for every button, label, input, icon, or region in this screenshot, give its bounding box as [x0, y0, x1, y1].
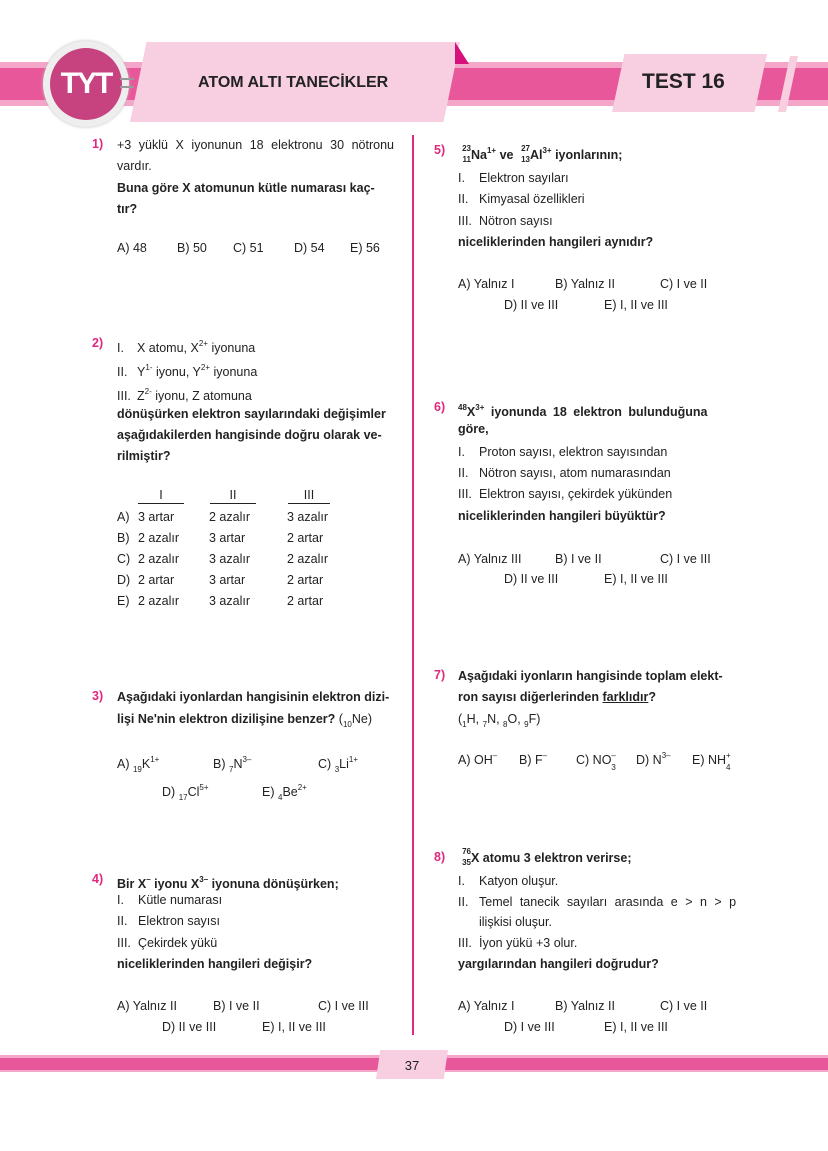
element: N,	[487, 712, 504, 726]
option-b[interactable]	[519, 752, 552, 768]
charge: –	[146, 875, 151, 884]
option-d[interactable]: D) II ve III	[504, 572, 559, 586]
charge: –	[611, 751, 616, 760]
question-prompt: Buna göre X atomunun kütle numarası kaç-	[117, 181, 375, 195]
statement-3	[458, 213, 553, 229]
option-d[interactable]: D) I ve III	[504, 1020, 555, 1034]
atomic-number: 35	[462, 858, 471, 867]
statement-text: ilişkisi oluşur.	[479, 915, 552, 929]
text: (	[458, 712, 463, 726]
atomic-number: 4	[277, 793, 283, 802]
text: iyonlarının;	[551, 148, 623, 162]
mass-number: 48	[458, 403, 467, 412]
cell: 3 artar	[209, 573, 246, 587]
statement-1	[458, 873, 558, 889]
statement-text: Temel tanecik sayıları arasında e > n > p	[479, 895, 737, 909]
question-prompt: tır?	[117, 202, 138, 216]
roman-numeral: III.	[117, 936, 131, 950]
option-d[interactable]	[162, 780, 209, 806]
option-e[interactable]	[262, 780, 307, 806]
text: X atomu 3 elektron verirse;	[471, 851, 632, 865]
statement-3	[117, 935, 217, 951]
question-number: 6)	[434, 400, 446, 414]
question-prompt	[458, 143, 622, 163]
option-label: A)	[117, 510, 130, 524]
column-header: I	[138, 487, 184, 504]
statement-text: Çekirdek yükü	[138, 936, 218, 950]
charge: 2-	[144, 387, 152, 396]
statement-2	[458, 465, 671, 481]
statement-2	[458, 894, 738, 910]
atomic-number: 3	[334, 765, 340, 774]
element: Al	[529, 148, 543, 162]
statement-1	[458, 170, 569, 186]
emphasis: farklıdır	[602, 690, 649, 704]
column-divider	[412, 135, 414, 1035]
question-number: 3)	[92, 689, 104, 703]
statement-1	[117, 892, 222, 908]
isotope-notation	[458, 847, 471, 867]
option-a[interactable]	[117, 752, 159, 778]
element: X	[466, 405, 476, 419]
cell: 3 azalır	[287, 510, 328, 524]
cell: 2 artar	[287, 594, 324, 608]
subscript: 3	[611, 763, 616, 772]
statement-text: Nötron sayısı	[479, 214, 553, 228]
charge: 3–	[661, 751, 671, 760]
charge: 2+	[297, 783, 307, 792]
option-c[interactable]: C) I ve II	[660, 999, 708, 1013]
text: ron sayısı diğerlerinden	[458, 690, 603, 704]
text: X atomu, X	[137, 341, 199, 355]
element: F)	[528, 712, 541, 726]
statement-text: Katyon oluşur.	[479, 874, 559, 888]
text: iyonu, Z atomuna	[151, 389, 252, 403]
charge: 1+	[348, 755, 358, 764]
isotope-notation	[517, 144, 530, 164]
option-label: E)	[262, 785, 275, 799]
roman: III.	[117, 389, 131, 403]
option-label: C)	[318, 757, 332, 771]
option-a[interactable]: A) Yalnız II	[117, 999, 177, 1013]
option-c[interactable]: C) I ve III	[660, 552, 711, 566]
charge-group	[662, 752, 671, 766]
cell: 2 artar	[287, 573, 324, 587]
roman: I.	[117, 341, 124, 355]
statement-text: Elektron sayıları	[479, 171, 569, 185]
option-label: D)	[162, 785, 176, 799]
mass-number: 27	[521, 144, 530, 153]
question-number: 7)	[434, 668, 446, 682]
option-d[interactable]: D) II ve III	[504, 298, 559, 312]
question-prompt: yargılarından hangileri doğrudur?	[458, 957, 659, 971]
question-prompt: göre,	[458, 422, 489, 436]
option-b[interactable]: B) 50	[177, 241, 207, 255]
question-prompt	[117, 711, 372, 733]
cell: 2 azalır	[209, 510, 250, 524]
cell: 2 azalır	[138, 552, 179, 566]
statement-4	[458, 935, 577, 951]
option-b[interactable]: B) Yalnız II	[555, 277, 615, 291]
option-c[interactable]	[576, 751, 620, 772]
option-a[interactable]: A) Yalnız I	[458, 999, 515, 1013]
option-label: A)	[117, 757, 130, 771]
atomic-number: 13	[521, 155, 530, 164]
roman-numeral: III.	[458, 487, 472, 501]
statement-text: Nötron sayısı, atom numarasından	[479, 466, 671, 480]
statement-text: Elektron sayısı, çekirdek yükünden	[479, 487, 673, 501]
atomic-number: 17	[178, 793, 188, 802]
text: ?	[648, 690, 656, 704]
question-number: 8)	[434, 850, 446, 864]
element: Be	[282, 785, 298, 799]
charge: 3–	[199, 875, 209, 884]
statement-3	[458, 914, 552, 930]
option-e[interactable]: E) 56	[350, 241, 380, 255]
option-a[interactable]: A) Yalnız III	[458, 552, 522, 566]
atomic-number: 10	[342, 720, 352, 729]
tyt-badge: TYT	[50, 48, 122, 120]
statement-text: Proton sayısı, elektron sayısından	[479, 445, 668, 459]
roman-numeral: II.	[458, 192, 469, 206]
atomic-number: 7	[482, 720, 488, 729]
question-prompt	[458, 689, 656, 705]
option-e[interactable]: E) I, II ve III	[604, 298, 668, 312]
charge-group	[726, 751, 735, 772]
atomic-number: 19	[132, 765, 142, 774]
option-e[interactable]	[692, 751, 735, 772]
cell: 3 azalır	[209, 594, 250, 608]
prompt-text: lişi Ne'nin elektron dizilişine benzer?	[117, 712, 336, 726]
option-b[interactable]	[213, 752, 251, 778]
charge: –	[542, 751, 548, 760]
option-e[interactable]: E) I, II ve III	[604, 572, 668, 586]
cell: 2 azalır	[138, 531, 179, 545]
charge-group	[493, 752, 502, 766]
question-prompt: niceliklerinden hangileri büyüktür?	[458, 509, 666, 523]
statement-text: İyon yükü +3 olur.	[479, 936, 578, 950]
element: Li	[339, 757, 349, 771]
subscript: 4	[726, 763, 731, 772]
cell: 3 azalır	[209, 552, 250, 566]
question-prompt: rilmiştir?	[117, 449, 171, 463]
text: iyonu X	[150, 877, 200, 891]
cell: 2 azalır	[287, 552, 328, 566]
charge: 3–	[242, 755, 252, 764]
roman-numeral: II.	[117, 914, 128, 928]
cell: 2 artar	[287, 531, 324, 545]
question-text: vardır.	[117, 159, 152, 173]
roman-numeral: I.	[458, 445, 465, 459]
statement-2	[458, 191, 585, 207]
cell: 2 azalır	[138, 594, 179, 608]
page-title: ATOM ALTI TANECİKLER	[198, 74, 389, 91]
charge: 3+	[542, 146, 552, 155]
atomic-number: 9	[524, 720, 529, 729]
atomic-numbers	[458, 711, 540, 733]
option-label: C)	[117, 552, 131, 566]
element: Cl	[187, 785, 200, 799]
roman-numeral: I.	[458, 874, 465, 888]
element: Na	[471, 148, 487, 162]
option-formula: B) F	[519, 753, 543, 767]
roman-numeral: II.	[458, 895, 469, 909]
question-number: 1)	[92, 137, 104, 151]
atomic-number: 7	[228, 765, 234, 774]
option-label: B)	[117, 531, 130, 545]
statement-text: Kimyasal özellikleri	[479, 192, 585, 206]
charge: 1-	[145, 363, 153, 372]
roman-numeral: I.	[458, 171, 465, 185]
text: iyonuna dönüşürken;	[208, 877, 339, 891]
text: (	[335, 712, 343, 726]
question-prompt: Aşağıdaki iyonların hangisinde toplam elekt-	[458, 669, 723, 683]
option-label: D)	[117, 573, 131, 587]
charge: +	[726, 751, 731, 760]
question-text: +3 yüklü X iyonunun 18 elektronu 30 nötronu	[117, 138, 394, 152]
cell: 3 artar	[138, 510, 175, 524]
text: Bir X	[117, 877, 147, 891]
mass-number: 23	[462, 144, 471, 153]
text: iyonu, Y	[152, 365, 201, 379]
option-c[interactable]: C) I ve III	[318, 999, 369, 1013]
charge-group	[611, 751, 620, 772]
atomic-number: 8	[503, 720, 508, 729]
option-a[interactable]	[458, 752, 502, 768]
question-number: 5)	[434, 143, 446, 157]
isotope-notation	[458, 144, 471, 164]
option-formula: A) OH	[458, 753, 493, 767]
option-d[interactable]	[636, 752, 671, 768]
text: Z	[137, 389, 145, 403]
cell: 3 artar	[209, 531, 246, 545]
roman-numeral: II.	[458, 466, 469, 480]
charge: 3+	[475, 403, 485, 412]
statement-3	[458, 486, 672, 502]
charge: 1+	[150, 755, 160, 764]
option-c[interactable]: C) I ve II	[660, 277, 708, 291]
element: N	[233, 757, 243, 771]
question-prompt: niceliklerinden hangileri değişir?	[117, 957, 313, 971]
cell: 2 artar	[138, 573, 175, 587]
statement-1	[458, 444, 667, 460]
text: iyonuna	[210, 365, 258, 379]
column-header: III	[288, 487, 330, 504]
option-a[interactable]: A) 48	[117, 241, 147, 255]
option-b[interactable]: B) I ve II	[555, 552, 602, 566]
option-d[interactable]: D) 54	[294, 241, 325, 255]
statement-2	[117, 913, 220, 929]
option-b[interactable]: B) I ve II	[213, 999, 260, 1013]
atomic-number: 1	[462, 720, 467, 729]
option-c[interactable]	[318, 752, 358, 778]
option-d[interactable]: D) II ve III	[162, 1020, 217, 1034]
element: O,	[507, 712, 525, 726]
text: iyonunda 18 elektron bulunduğuna	[484, 405, 708, 419]
option-label: E)	[117, 594, 130, 608]
question-number: 4)	[92, 872, 104, 886]
charge: 5+	[199, 783, 209, 792]
option-label: B)	[213, 757, 226, 771]
charge: 2+	[200, 363, 211, 372]
mass-number: 76	[462, 847, 471, 856]
text: iyonuna	[207, 341, 256, 355]
option-formula: E) NH	[692, 753, 727, 767]
question-prompt: niceliklerinden hangileri aynıdır?	[458, 235, 654, 249]
question-prompt: dönüşürken elektron sayılarındaki değişimler	[117, 407, 386, 421]
roman: II.	[117, 365, 128, 379]
charge: 2+	[198, 339, 208, 348]
text: Y	[137, 365, 146, 379]
question-prompt	[458, 847, 632, 867]
statement-3	[117, 384, 252, 404]
column-header: II	[210, 487, 256, 504]
table-header	[138, 487, 330, 504]
charge: –	[492, 751, 498, 760]
option-formula: D) N	[636, 753, 662, 767]
statement-text: Elektron sayısı	[138, 914, 220, 928]
charge: 1+	[486, 146, 497, 155]
element: H,	[466, 712, 483, 726]
roman-numeral: I.	[117, 893, 124, 907]
roman-numeral: III.	[458, 936, 472, 950]
option-formula: C) NO	[576, 753, 612, 767]
question-prompt: aşağıdakilerden hangisinde doğru olarak ve-	[117, 428, 382, 442]
atomic-number: 11	[462, 155, 471, 164]
option-a[interactable]: A) Yalnız I	[458, 277, 515, 291]
text: ve	[496, 148, 517, 162]
roman-numeral: III.	[458, 214, 472, 228]
text: Ne)	[351, 712, 373, 726]
statement-text: Kütle numarası	[138, 893, 223, 907]
option-b[interactable]: B) Yalnız II	[555, 999, 615, 1013]
element: K	[141, 757, 151, 771]
question-prompt	[458, 400, 736, 420]
charge-group	[543, 752, 552, 766]
binder-clip-icon	[120, 78, 134, 88]
question-prompt: Aşağıdaki iyonlardan hangisinin elektron dizi-	[117, 690, 390, 704]
page-number: 37	[404, 1058, 420, 1073]
statement-1	[117, 336, 255, 356]
option-e[interactable]: E) I, II ve III	[604, 1020, 668, 1034]
statement-2	[117, 360, 257, 380]
question-prompt	[117, 872, 339, 892]
test-number: TEST 16	[642, 70, 725, 93]
option-e[interactable]: E) I, II ve III	[262, 1020, 326, 1034]
option-c[interactable]: C) 51	[233, 241, 264, 255]
question-number: 2)	[92, 336, 104, 350]
